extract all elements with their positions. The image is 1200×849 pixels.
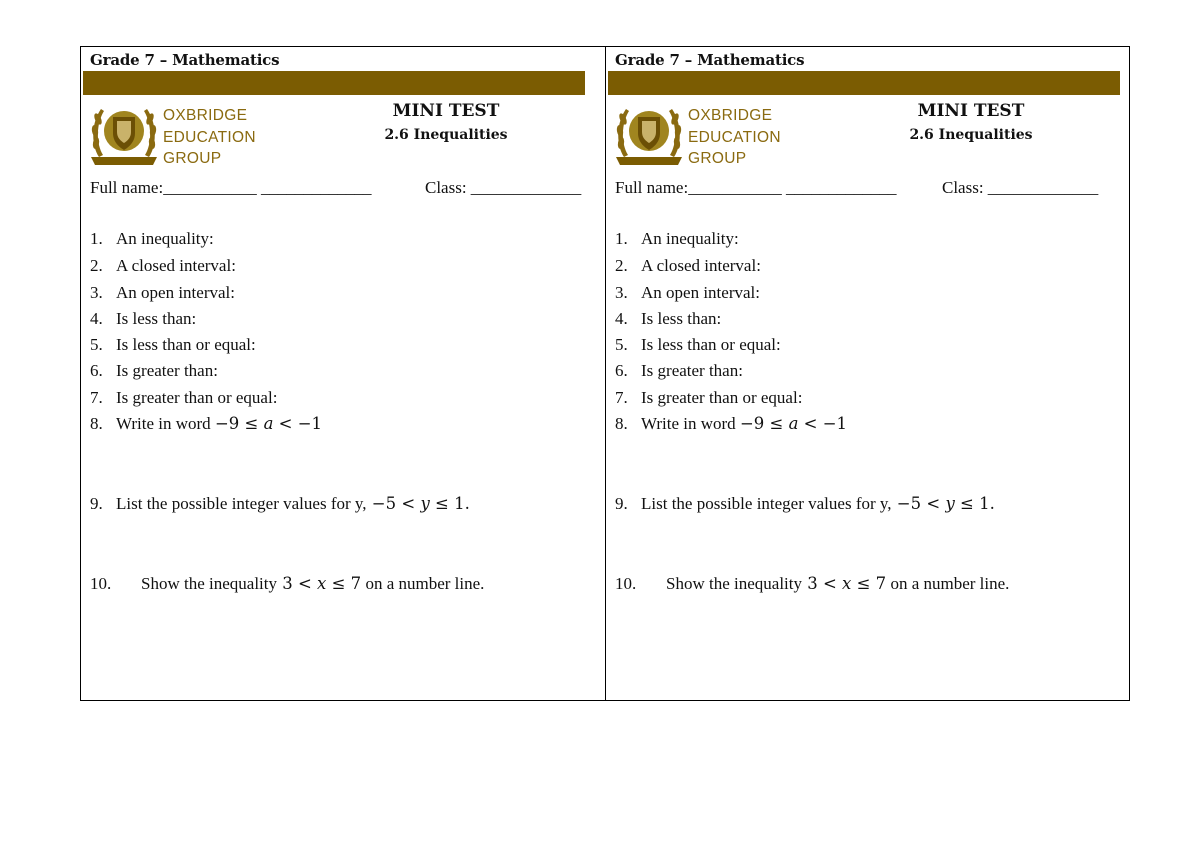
question-8 <box>90 414 322 434</box>
question-7 <box>90 388 277 408</box>
question-number: 8. <box>90 414 103 433</box>
logo-brand-text <box>688 105 781 170</box>
test-title: MINI TEST <box>392 101 500 121</box>
question-number: 10. <box>615 574 637 593</box>
question-9 <box>615 494 995 514</box>
test-title: MINI TEST <box>917 101 1025 121</box>
math-variable: a <box>263 414 274 433</box>
test-subtitle: 2.6 Inequalities <box>909 127 1033 143</box>
question-text-suffix: on a number line. <box>361 574 485 593</box>
question-7 <box>615 388 802 408</box>
question-9 <box>90 494 470 514</box>
header-bar <box>608 71 1120 95</box>
class-field[interactable]: Class: _____________ <box>942 178 1099 197</box>
question-6 <box>615 361 743 381</box>
question-2 <box>90 256 236 276</box>
question-text: An open interval: <box>116 283 235 302</box>
math-expression: < −1 <box>273 414 323 433</box>
full-name-field[interactable]: Full name:___________ _____________ <box>90 178 372 197</box>
math-expression: −9 ≤ <box>214 414 264 433</box>
question-number: 5. <box>90 335 103 354</box>
question-number: 9. <box>90 494 103 513</box>
test-sheet <box>80 46 1130 701</box>
question-text: Is greater than: <box>641 361 743 380</box>
question-1 <box>90 229 214 249</box>
mini-test-card-right <box>605 47 1129 700</box>
header-bar <box>83 71 585 95</box>
logo-line-3: GROUP <box>688 150 747 167</box>
math-expression: < −1 <box>798 414 848 433</box>
question-text: Is greater than or equal: <box>641 388 803 407</box>
math-variable: y <box>420 494 430 513</box>
question-text: Is less than: <box>641 309 722 328</box>
question-text: Is less than: <box>116 309 197 328</box>
question-number: 8. <box>615 414 628 433</box>
question-text: Show the inequality <box>666 574 802 593</box>
test-subtitle: 2.6 Inequalities <box>384 127 508 143</box>
question-8 <box>615 414 847 434</box>
math-expression: −5 < <box>366 494 421 513</box>
question-number: 10. <box>90 574 112 593</box>
question-text: List the possible integer values for y, <box>641 494 892 513</box>
grade-title: Grade 7 – Mathematics <box>615 51 805 69</box>
question-number: 7. <box>615 388 628 407</box>
question-1 <box>615 229 739 249</box>
question-5 <box>615 335 781 355</box>
question-number: 7. <box>90 388 103 407</box>
question-number: 4. <box>90 309 103 328</box>
math-expression: 3 < <box>276 574 318 593</box>
question-4 <box>90 309 196 329</box>
question-number: 5. <box>615 335 628 354</box>
question-10 <box>90 574 484 594</box>
question-number: 9. <box>615 494 628 513</box>
math-expression: ≤ 7 <box>851 574 887 593</box>
question-3 <box>90 283 235 303</box>
full-name-field[interactable]: Full name:___________ _____________ <box>615 178 897 197</box>
question-text: A closed interval: <box>116 256 236 275</box>
logo-line-2: EDUCATION <box>688 128 781 146</box>
math-variable: x <box>842 574 852 593</box>
question-text: A closed interval: <box>641 256 761 275</box>
question-text: An open interval: <box>641 283 760 302</box>
question-number: 6. <box>90 361 103 380</box>
math-variable: a <box>788 414 799 433</box>
question-5 <box>90 335 256 355</box>
question-number: 1. <box>615 229 628 248</box>
question-text: Write in word <box>116 414 211 433</box>
question-text: Show the inequality <box>141 574 277 593</box>
mini-test-card-left <box>81 47 605 700</box>
question-4 <box>615 309 721 329</box>
question-text: Is less than or equal: <box>641 335 781 354</box>
grade-title: Grade 7 – Mathematics <box>90 51 280 69</box>
logo-line-3: GROUP <box>163 150 222 167</box>
question-10 <box>615 574 1009 594</box>
question-text-suffix: on a number line. <box>886 574 1010 593</box>
math-expression: −5 < <box>891 494 946 513</box>
question-3 <box>615 283 760 303</box>
logo-line-1: OXBRIDGE <box>163 107 248 124</box>
question-text: List the possible integer values for y, <box>116 494 367 513</box>
logo-line-1: OXBRIDGE <box>688 107 773 124</box>
question-6 <box>90 361 218 381</box>
math-expression: ≤ 7 <box>326 574 362 593</box>
logo-line-2: EDUCATION <box>163 128 256 146</box>
math-expression: ≤ 1. <box>954 494 995 513</box>
question-number: 3. <box>90 283 103 302</box>
question-number: 4. <box>615 309 628 328</box>
question-text: Write in word <box>641 414 736 433</box>
question-text: An inequality: <box>641 229 739 248</box>
math-variable: y <box>945 494 955 513</box>
question-number: 2. <box>615 256 628 275</box>
math-expression: 3 < <box>801 574 843 593</box>
math-variable: x <box>317 574 327 593</box>
question-number: 6. <box>615 361 628 380</box>
question-number: 3. <box>615 283 628 302</box>
question-number: 1. <box>90 229 103 248</box>
question-text: Is greater than or equal: <box>116 388 278 407</box>
logo-brand-text <box>163 105 256 170</box>
math-expression: −9 ≤ <box>739 414 789 433</box>
class-field[interactable]: Class: _____________ <box>425 178 582 197</box>
question-text: Is greater than: <box>116 361 218 380</box>
question-text: Is less than or equal: <box>116 335 256 354</box>
question-text: An inequality: <box>116 229 214 248</box>
math-expression: ≤ 1. <box>429 494 470 513</box>
question-2 <box>615 256 761 276</box>
question-number: 2. <box>90 256 103 275</box>
